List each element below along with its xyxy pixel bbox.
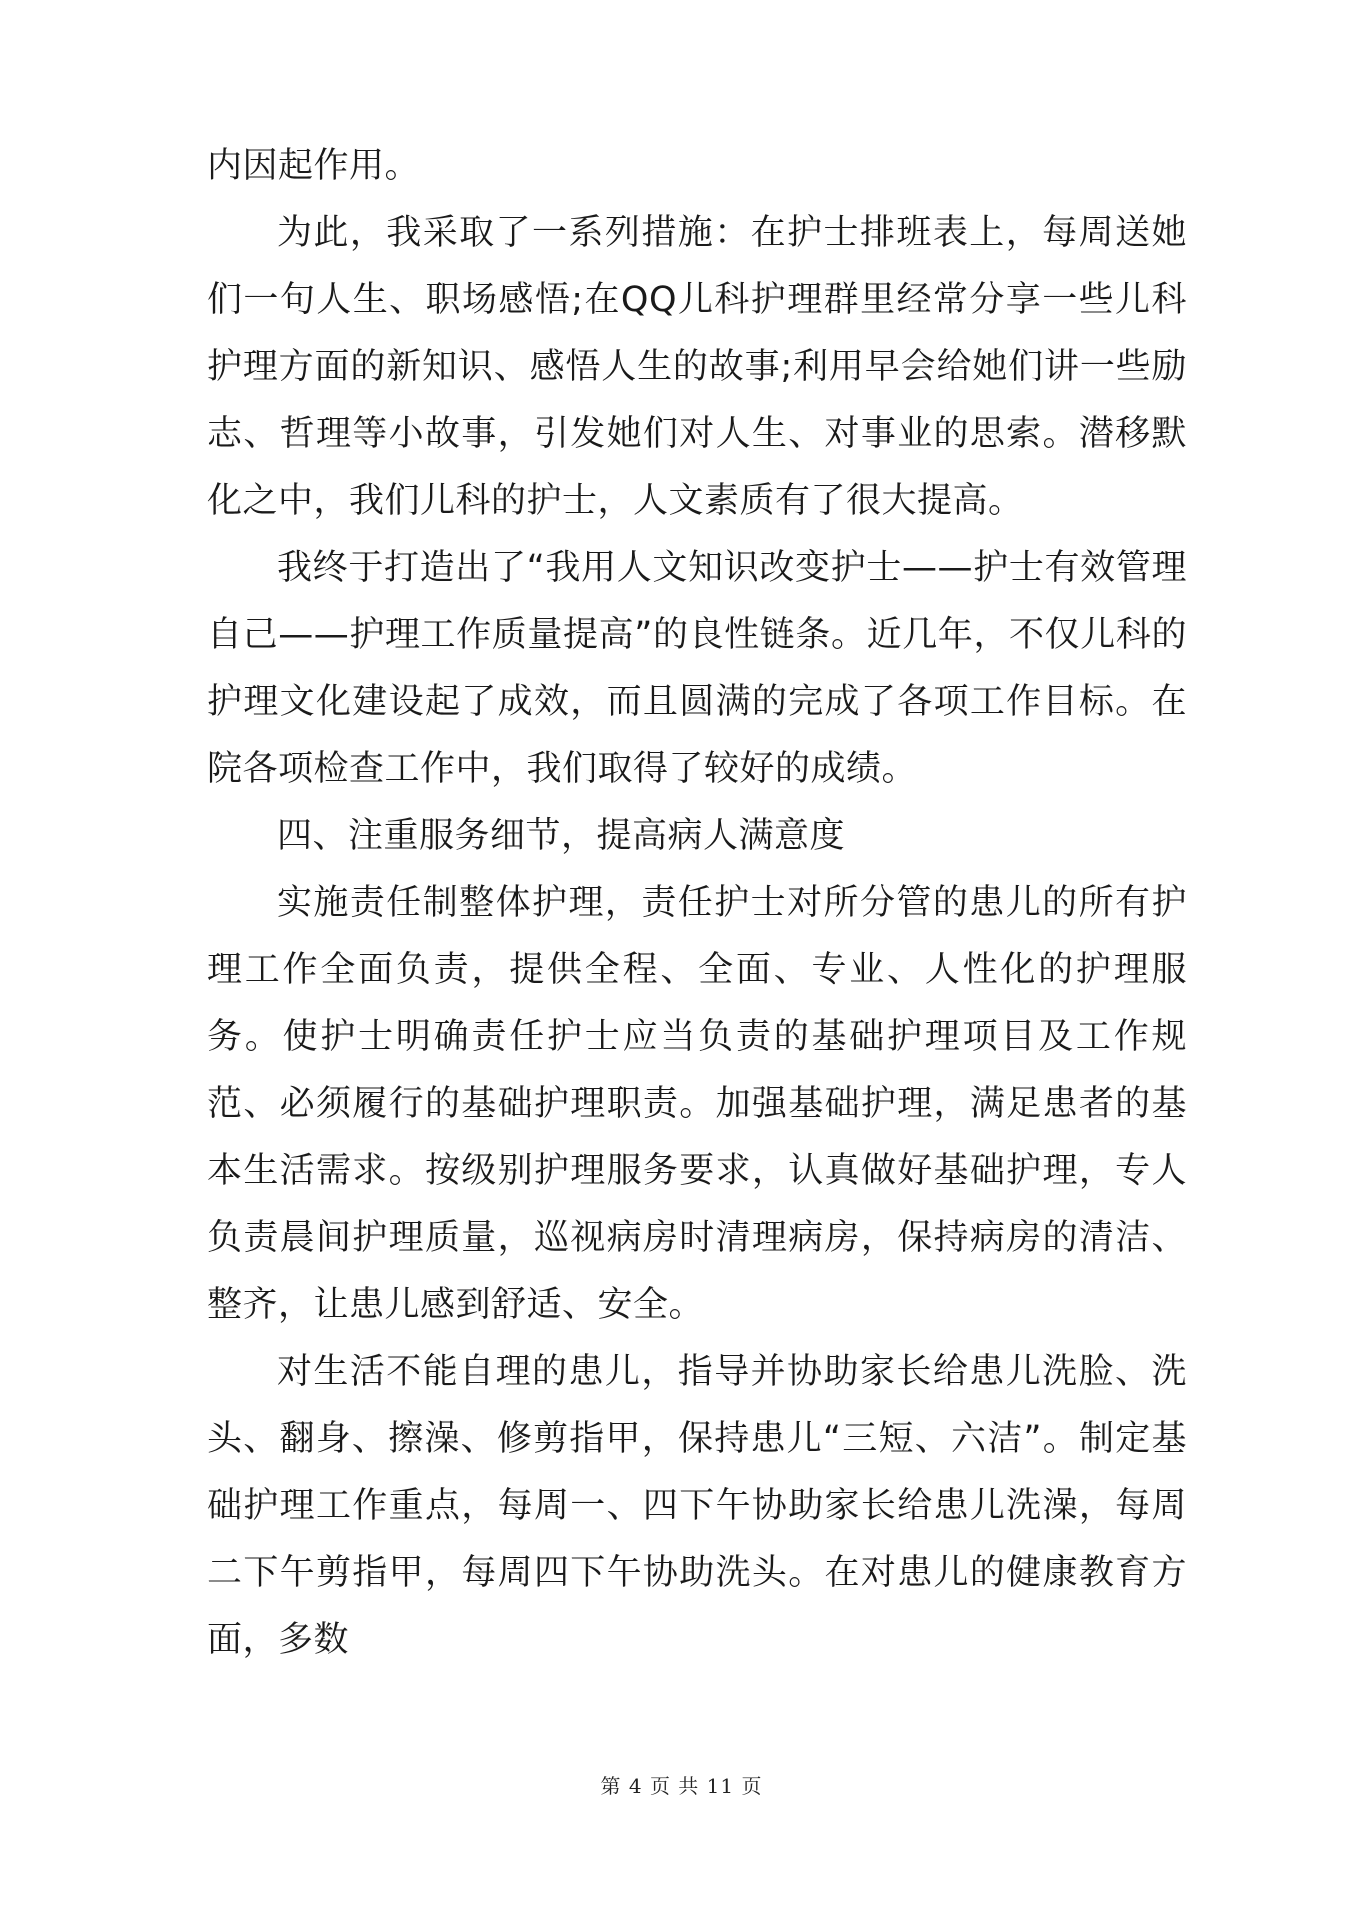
page-number-footer: 第 4 页 共 11 页 <box>600 1774 763 1798</box>
document-body <box>207 133 1187 1674</box>
paragraph-1: 内因起作用。 <box>207 146 421 186</box>
paragraph-3: 我终于打造出了“我用人文知识改变护士——护士有效管理自己——护理工作质量提高”的良性链条。近几年，不仅儿科的护理文化建设起了成效，而且圆满的完成了各项工作目标。在院各项检查工作中，我们取得了较好的成绩。 <box>207 548 1187 789</box>
paragraph-2: 为此，我采取了一系列措施：在护士排班表上，每周送她们一句人生、职场感悟;在QQ儿科护理群里经常分享一些儿科护理方面的新知识、感悟人生的故事;利用早会给她们讲一些励志、哲理等小故事，引发她们对人生、对事业的思索。潜移默化之中，我们儿科的护士，人文素质有了很大提高。 <box>207 213 1187 521</box>
paragraph-5: 实施责任制整体护理，责任护士对所分管的患儿的所有护理工作全面负责，提供全程、全面、专业、人性化的护理服务。使护士明确责任护士应当负责的基础护理项目及工作规范、必须履行的基础护理职责。加强基础护理，满足患者的基本生活需求。按级别护理服务要求，认真做好基础护理，专人负责晨间护理质量，巡视病房时清理病房，保持病房的清洁、整齐，让患儿感到舒适、安全。 <box>207 883 1187 1325</box>
section-heading: 四、注重服务细节，提高病人满意度 <box>277 816 846 856</box>
paragraph-6: 对生活不能自理的患儿，指导并协助家长给患儿洗脸、洗头、翻身、擦澡、修剪指甲，保持患儿“三短、六洁”。制定基础护理工作重点，每周一、四下午协助家长给患儿洗澡，每周二下午剪指甲，每周四下午协助洗头。在对患儿的健康教育方面，多数 <box>207 1352 1187 1660</box>
